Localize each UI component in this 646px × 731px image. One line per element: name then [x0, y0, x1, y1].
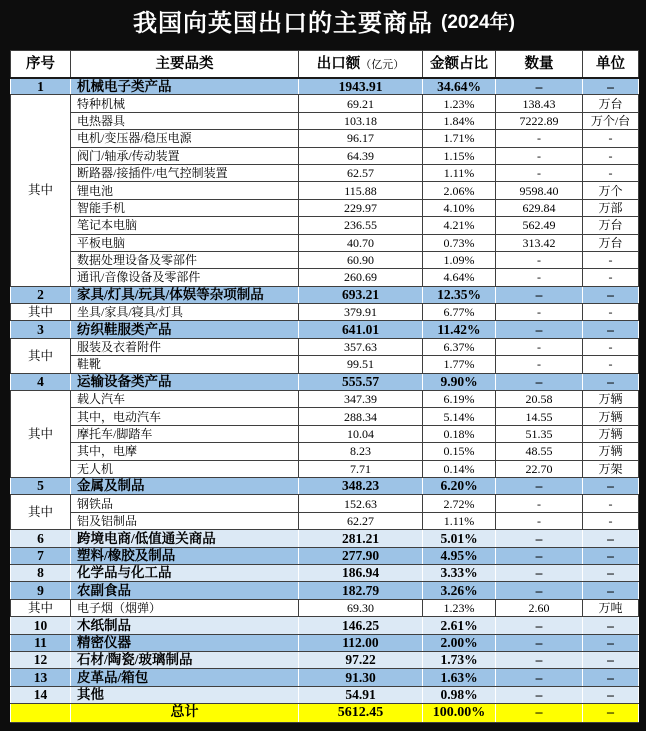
unit-cell: – — [583, 669, 639, 686]
qizhong-cell: 其中 — [11, 495, 71, 530]
quantity-cell: – — [496, 78, 583, 95]
percent-cell: 2.72% — [423, 495, 496, 512]
quantity-cell: - — [496, 164, 583, 181]
serial-cell: 7 — [11, 547, 71, 564]
unit-cell: 万个/台 — [583, 112, 639, 129]
export-value-cell: 641.01 — [299, 321, 423, 338]
category-cell: 电机/变压器/稳压电源 — [71, 130, 299, 147]
table-row — [11, 704, 639, 723]
unit-cell: - — [583, 130, 639, 147]
quantity-cell: – — [496, 634, 583, 651]
percent-cell: 1.11% — [423, 164, 496, 181]
category-cell: 机械电子类产品 — [71, 78, 299, 95]
percent-cell: 1.63% — [423, 669, 496, 686]
unit-cell: - — [583, 338, 639, 355]
page-title-year: (2024年) — [441, 11, 515, 33]
unit-cell: – — [583, 530, 639, 547]
export-value-cell: 379.91 — [299, 304, 423, 321]
quantity-cell: 562.49 — [496, 217, 583, 234]
table-row — [11, 130, 639, 147]
unit-cell: – — [583, 704, 639, 723]
percent-cell: 0.14% — [423, 460, 496, 477]
category-cell: 智能手机 — [71, 199, 299, 216]
quantity-cell: 48.55 — [496, 443, 583, 460]
category-cell: 鞋靴 — [71, 356, 299, 373]
serial-cell: 4 — [11, 373, 71, 390]
category-cell: 电热器具 — [71, 112, 299, 129]
export-value-cell: 40.70 — [299, 234, 423, 251]
table-row — [11, 530, 639, 547]
header-unit: 单位 — [583, 51, 639, 78]
table-row — [11, 95, 639, 112]
unit-cell: – — [583, 564, 639, 581]
unit-cell: - — [583, 147, 639, 164]
quantity-cell: - — [496, 338, 583, 355]
table-body — [11, 78, 639, 723]
export-value-cell: 115.88 — [299, 182, 423, 199]
table-row — [11, 112, 639, 129]
qizhong-cell: 其中 — [11, 599, 71, 616]
unit-cell: 万吨 — [583, 599, 639, 616]
category-cell: 笔记本电脑 — [71, 217, 299, 234]
serial-cell: 13 — [11, 669, 71, 686]
serial-cell: 9 — [11, 582, 71, 599]
table-row — [11, 234, 639, 251]
serial-cell: 8 — [11, 564, 71, 581]
quantity-cell: 14.55 — [496, 408, 583, 425]
category-cell: 特种机械 — [71, 95, 299, 112]
qizhong-cell: 其中 — [11, 391, 71, 478]
category-cell: 总计 — [71, 704, 299, 723]
export-value-cell: 60.90 — [299, 251, 423, 268]
quantity-cell: – — [496, 477, 583, 494]
serial-cell: 3 — [11, 321, 71, 338]
table-row — [11, 651, 639, 668]
category-cell: 数据处理设备及零部件 — [71, 251, 299, 268]
percent-cell: 100.00% — [423, 704, 496, 723]
category-cell: 金属及制品 — [71, 477, 299, 494]
export-value-cell: 348.23 — [299, 477, 423, 494]
quantity-cell: – — [496, 286, 583, 303]
quantity-cell: - — [496, 304, 583, 321]
serial-cell: 1 — [11, 78, 71, 95]
export-value-cell: 146.25 — [299, 617, 423, 634]
export-value-cell: 103.18 — [299, 112, 423, 129]
table-row — [11, 391, 639, 408]
header-row — [11, 51, 639, 78]
unit-cell: - — [583, 269, 639, 286]
quantity-cell: 629.84 — [496, 199, 583, 216]
serial-cell: 12 — [11, 651, 71, 668]
unit-cell: 万台 — [583, 95, 639, 112]
quantity-cell: – — [496, 564, 583, 581]
header-no: 序号 — [11, 51, 71, 78]
unit-cell: 万架 — [583, 460, 639, 477]
percent-cell: 1.84% — [423, 112, 496, 129]
percent-cell: 4.64% — [423, 269, 496, 286]
category-cell: 平板电脑 — [71, 234, 299, 251]
percent-cell: 1.73% — [423, 651, 496, 668]
unit-cell: – — [583, 651, 639, 668]
quantity-cell: 2.60 — [496, 599, 583, 616]
table-row — [11, 304, 639, 321]
table-row — [11, 634, 639, 651]
table-row — [11, 408, 639, 425]
percent-cell: 4.21% — [423, 217, 496, 234]
table-row — [11, 443, 639, 460]
unit-cell: – — [583, 547, 639, 564]
export-value-cell: 99.51 — [299, 356, 423, 373]
header-value: 出口额（亿元） — [299, 51, 423, 78]
table-row — [11, 373, 639, 390]
quantity-cell: - — [496, 269, 583, 286]
percent-cell: 0.18% — [423, 425, 496, 442]
export-value-cell: 182.79 — [299, 582, 423, 599]
table-row — [11, 686, 639, 703]
qizhong-cell: 其中 — [11, 304, 71, 321]
header-category: 主要品类 — [71, 51, 299, 78]
quantity-cell: – — [496, 373, 583, 390]
percent-cell: 11.42% — [423, 321, 496, 338]
qizhong-cell: 其中 — [11, 338, 71, 373]
quantity-cell: - — [496, 495, 583, 512]
percent-cell: 2.61% — [423, 617, 496, 634]
table-row — [11, 338, 639, 355]
export-value-cell: 10.04 — [299, 425, 423, 442]
exports-table — [10, 50, 639, 723]
serial-cell — [11, 704, 71, 723]
export-value-cell: 7.71 — [299, 460, 423, 477]
unit-cell: – — [583, 286, 639, 303]
unit-cell: – — [583, 78, 639, 95]
table-row — [11, 669, 639, 686]
table-row — [11, 269, 639, 286]
quantity-cell: – — [496, 704, 583, 723]
export-value-cell: 91.30 — [299, 669, 423, 686]
percent-cell: 4.10% — [423, 199, 496, 216]
category-cell: 塑料/橡胶及制品 — [71, 547, 299, 564]
quantity-cell: – — [496, 686, 583, 703]
quantity-cell: – — [496, 582, 583, 599]
table-row — [11, 425, 639, 442]
unit-cell: – — [583, 321, 639, 338]
percent-cell: 0.73% — [423, 234, 496, 251]
category-cell: 其他 — [71, 686, 299, 703]
category-cell: 断路器/接插件/电气控制装置 — [71, 164, 299, 181]
table-row — [11, 356, 639, 373]
export-value-cell: 96.17 — [299, 130, 423, 147]
quantity-cell: – — [496, 530, 583, 547]
quantity-cell: – — [496, 651, 583, 668]
serial-cell: 6 — [11, 530, 71, 547]
category-cell: 锂电池 — [71, 182, 299, 199]
export-value-cell: 1943.91 — [299, 78, 423, 95]
table-row — [11, 564, 639, 581]
quantity-cell: 51.35 — [496, 425, 583, 442]
table-row — [11, 547, 639, 564]
category-cell: 服装及衣着附件 — [71, 338, 299, 355]
export-value-cell: 693.21 — [299, 286, 423, 303]
percent-cell: 0.98% — [423, 686, 496, 703]
category-cell: 运输设备类产品 — [71, 373, 299, 390]
percent-cell: 5.14% — [423, 408, 496, 425]
table-row — [11, 495, 639, 512]
serial-cell: 5 — [11, 477, 71, 494]
table-row — [11, 512, 639, 529]
unit-cell: – — [583, 373, 639, 390]
category-cell: 铝及铝制品 — [71, 512, 299, 529]
table-row — [11, 182, 639, 199]
export-value-cell: 186.94 — [299, 564, 423, 581]
category-cell: 其中，电摩 — [71, 443, 299, 460]
table-row — [11, 582, 639, 599]
percent-cell: 9.90% — [423, 373, 496, 390]
table-row — [11, 599, 639, 616]
quantity-cell: 7222.89 — [496, 112, 583, 129]
unit-cell: 万辆 — [583, 391, 639, 408]
unit-cell: - — [583, 164, 639, 181]
export-value-cell: 8.23 — [299, 443, 423, 460]
quantity-cell: 138.43 — [496, 95, 583, 112]
category-cell: 摩托车/脚踏车 — [71, 425, 299, 442]
quantity-cell: – — [496, 321, 583, 338]
category-cell: 阀门/轴承/传动装置 — [71, 147, 299, 164]
unit-cell: - — [583, 495, 639, 512]
category-cell: 无人机 — [71, 460, 299, 477]
percent-cell: 1.09% — [423, 251, 496, 268]
table-row — [11, 477, 639, 494]
category-cell: 通讯/音像设备及零部件 — [71, 269, 299, 286]
category-cell: 电子烟（烟弹） — [71, 599, 299, 616]
percent-cell: 5.01% — [423, 530, 496, 547]
export-value-cell: 277.90 — [299, 547, 423, 564]
export-value-cell: 62.57 — [299, 164, 423, 181]
percent-cell: 6.20% — [423, 477, 496, 494]
category-cell: 木纸制品 — [71, 617, 299, 634]
export-value-cell: 69.30 — [299, 599, 423, 616]
quantity-cell: – — [496, 617, 583, 634]
percent-cell: 1.23% — [423, 95, 496, 112]
table-row — [11, 617, 639, 634]
quantity-cell: – — [496, 669, 583, 686]
unit-cell: 万台 — [583, 217, 639, 234]
category-cell: 载人汽车 — [71, 391, 299, 408]
quantity-cell: - — [496, 130, 583, 147]
export-value-cell: 281.21 — [299, 530, 423, 547]
unit-cell: - — [583, 356, 639, 373]
quantity-cell: 22.70 — [496, 460, 583, 477]
category-cell: 化学品与化工品 — [71, 564, 299, 581]
header-qty: 数量 — [496, 51, 583, 78]
percent-cell: 12.35% — [423, 286, 496, 303]
category-cell: 石材/陶瓷/玻璃制品 — [71, 651, 299, 668]
table-row — [11, 164, 639, 181]
quantity-cell: 20.58 — [496, 391, 583, 408]
table-row — [11, 251, 639, 268]
unit-cell: 万个 — [583, 182, 639, 199]
unit-cell: 万辆 — [583, 443, 639, 460]
export-value-cell: 236.55 — [299, 217, 423, 234]
category-cell: 精密仪器 — [71, 634, 299, 651]
table-row — [11, 217, 639, 234]
percent-cell: 6.77% — [423, 304, 496, 321]
export-value-cell: 112.00 — [299, 634, 423, 651]
percent-cell: 6.19% — [423, 391, 496, 408]
percent-cell: 2.00% — [423, 634, 496, 651]
export-value-cell: 97.22 — [299, 651, 423, 668]
unit-cell: – — [583, 634, 639, 651]
category-cell: 坐具/家具/寝具/灯具 — [71, 304, 299, 321]
quantity-cell: 9598.40 — [496, 182, 583, 199]
unit-cell: – — [583, 686, 639, 703]
unit-cell: 万辆 — [583, 425, 639, 442]
serial-cell: 2 — [11, 286, 71, 303]
serial-cell: 11 — [11, 634, 71, 651]
header-pct: 金额占比 — [423, 51, 496, 78]
unit-cell: - — [583, 512, 639, 529]
quantity-cell: – — [496, 547, 583, 564]
quantity-cell: - — [496, 512, 583, 529]
quantity-cell: - — [496, 356, 583, 373]
export-value-cell: 229.97 — [299, 199, 423, 216]
export-value-cell: 62.27 — [299, 512, 423, 529]
percent-cell: 3.26% — [423, 582, 496, 599]
quantity-cell: - — [496, 147, 583, 164]
percent-cell: 1.15% — [423, 147, 496, 164]
category-cell: 跨境电商/低值通关商品 — [71, 530, 299, 547]
percent-cell: 2.06% — [423, 182, 496, 199]
unit-cell: – — [583, 582, 639, 599]
page-title: 我国向英国出口的主要商品 — [133, 9, 434, 37]
export-value-cell: 347.39 — [299, 391, 423, 408]
percent-cell: 4.95% — [423, 547, 496, 564]
serial-cell: 10 — [11, 617, 71, 634]
export-value-cell: 5612.45 — [299, 704, 423, 723]
percent-cell: 3.33% — [423, 564, 496, 581]
percent-cell: 1.71% — [423, 130, 496, 147]
table-row — [11, 460, 639, 477]
table-row — [11, 78, 639, 95]
export-value-cell: 260.69 — [299, 269, 423, 286]
title-bar — [10, 0, 638, 50]
export-value-cell: 54.91 — [299, 686, 423, 703]
quantity-cell: - — [496, 251, 583, 268]
percent-cell: 34.64% — [423, 78, 496, 95]
percent-cell: 0.15% — [423, 443, 496, 460]
percent-cell: 1.23% — [423, 599, 496, 616]
unit-cell: 万辆 — [583, 408, 639, 425]
quantity-cell: 313.42 — [496, 234, 583, 251]
percent-cell: 1.11% — [423, 512, 496, 529]
unit-cell: - — [583, 251, 639, 268]
category-cell: 钢铁品 — [71, 495, 299, 512]
unit-cell: 万部 — [583, 199, 639, 216]
export-value-cell: 288.34 — [299, 408, 423, 425]
export-value-cell: 64.39 — [299, 147, 423, 164]
category-cell: 纺织鞋服类产品 — [71, 321, 299, 338]
header-value-unit: （亿元） — [360, 58, 405, 71]
percent-cell: 1.77% — [423, 356, 496, 373]
unit-cell: - — [583, 304, 639, 321]
export-value-cell: 152.63 — [299, 495, 423, 512]
export-value-cell: 357.63 — [299, 338, 423, 355]
serial-cell: 14 — [11, 686, 71, 703]
table-row — [11, 199, 639, 216]
category-cell: 皮革品/箱包 — [71, 669, 299, 686]
unit-cell: – — [583, 617, 639, 634]
category-cell: 家具/灯具/玩具/体娱等杂项制品 — [71, 286, 299, 303]
unit-cell: – — [583, 477, 639, 494]
table-row — [11, 147, 639, 164]
unit-cell: 万台 — [583, 234, 639, 251]
export-value-cell: 555.57 — [299, 373, 423, 390]
category-cell: 其中，电动汽车 — [71, 408, 299, 425]
table-row — [11, 321, 639, 338]
percent-cell: 6.37% — [423, 338, 496, 355]
category-cell: 农副食品 — [71, 582, 299, 599]
qizhong-cell: 其中 — [11, 95, 71, 286]
table-row — [11, 286, 639, 303]
export-value-cell: 69.21 — [299, 95, 423, 112]
